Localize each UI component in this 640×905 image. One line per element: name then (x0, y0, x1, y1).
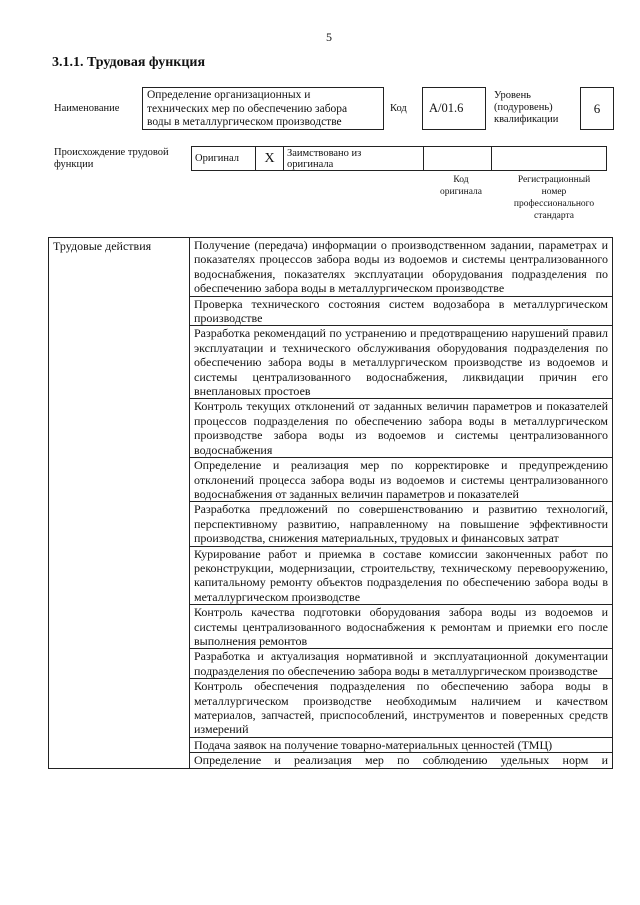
labor-action-item: Контроль обеспечения подразделения по обеспечению забора воды в металлургическом производстве необходимым наличием и качеством материалов, запчастей, приспособлений, инструментов и поверенных средств измерений (190, 679, 613, 738)
qualification-level-label-line: (подуровень) (494, 102, 553, 113)
borrowed-label-line: оригинала (287, 158, 334, 170)
qualification-level-label-line: Уровень (494, 90, 531, 101)
code-original-caption-line: оригинала (440, 187, 482, 197)
original-code-cell (424, 147, 492, 171)
origin-label-line: Происхождение трудовой (54, 147, 169, 158)
original-label-cell (192, 147, 256, 171)
labor-action-item: Определение и реализация мер по корректировке и предупреждению отклонений процесса забора воды из водоемов и системы централизованного водоснабжения от заданных величин параметров и показателей (190, 458, 613, 502)
function-name-line: воды в металлургическом производстве (147, 116, 342, 128)
function-code-value: А/01.6 (429, 101, 464, 115)
qualification-level-value: 6 (593, 100, 601, 116)
labor-action-item: Контроль текущих отклонений от заданных величин параметров и показателей процессов подразделения по обеспечению забора воды в металлургическом производстве забора воды из водоемов и системы централизованного водоснабжения (190, 399, 613, 458)
qualification-level-label (494, 90, 558, 126)
code-original-caption-line: Код (453, 175, 469, 185)
labor-action-item: Получение (передача) информации о производственном задании, параметрах и показателях процессов забора воды из водоемов и системы централизованного водоснабжения, показателях эксплуатации оборудования подразделения по обеспечению забора воды в металлургическом производстве (190, 238, 613, 297)
registration-number-caption (496, 174, 612, 222)
code-original-caption (428, 174, 494, 198)
qualification-level-box (580, 87, 614, 130)
function-name-box (142, 87, 384, 130)
labor-action-item: Разработка предложений по совершенствованию и развитию технологий, перспективному развитию, направленному на повышение эффективности производства, снижения материальных, трудовых и финансовых затрат (190, 502, 613, 546)
labor-actions-table (48, 237, 613, 769)
registration-number-caption-line: профессионального (513, 199, 595, 209)
section-title: 3.1.1. Трудовая функция (52, 55, 206, 70)
code-label: Код (390, 103, 407, 114)
borrowed-label-line: Заимствовано из (287, 147, 362, 159)
origin-table (191, 146, 607, 171)
original-mark-cell (256, 147, 284, 171)
qualification-level-label-line: квалификации (494, 114, 559, 125)
name-label: Наименование (54, 103, 120, 114)
labor-action-item: Разработка рекомендаций по устранению и предотвращению нарушений правил эксплуатации и технического обслуживания оборудования подразделения по обеспечению забора воды в металлургическом производстве из водоемов и системы централизованного водоснабжения, ликвидации причин его внеплановых простоев (190, 326, 613, 399)
labor-action-item: Разработка и актуализация нормативной и эксплуатационной документации подразделения по обеспечению забора воды в металлургическом производстве (190, 649, 613, 679)
origin-label (54, 147, 169, 171)
labor-action-item: Контроль качества подготовки оборудования забора воды из водоемов и системы централизованного водоснабжения к ремонтам и приемки его после выполнения ремонтов (190, 605, 613, 649)
borrowed-label-cell (284, 147, 424, 171)
labor-action-item: Подача заявок на получение товарно-материальных ценностей (ТМЦ) (190, 737, 613, 752)
origin-label-line: функции (54, 159, 94, 170)
original-mark: X (264, 151, 275, 166)
function-name-line: Определение организационных и (147, 89, 311, 101)
table-row (49, 238, 613, 297)
labor-action-item: Определение и реализация мер по соблюдению удельных норм и (190, 753, 613, 768)
registration-number-caption-line: стандарта (534, 211, 574, 221)
labor-action-item: Курирование работ и приемка в составе комиссии законченных работ по реконструкции, модернизации, строительству, техническому перевооружению, капитальному ремонту объектов подразделения по обеспечению забора воды в металлургическом производстве (190, 546, 613, 605)
function-code-box (422, 87, 486, 130)
labor-action-item: Проверка технического состояния систем водозабора в металлургическом производстве (190, 296, 613, 326)
function-name-line: технических мер по обеспечению забора (147, 102, 348, 115)
registration-number-caption-line: номер (541, 187, 567, 197)
registration-number-cell (492, 147, 607, 171)
labor-actions-label: Трудовые действия (49, 238, 190, 769)
original-label: Оригинал (195, 153, 239, 164)
registration-number-caption-line: Регистрационный (517, 175, 591, 185)
page-number: 5 (326, 30, 332, 44)
